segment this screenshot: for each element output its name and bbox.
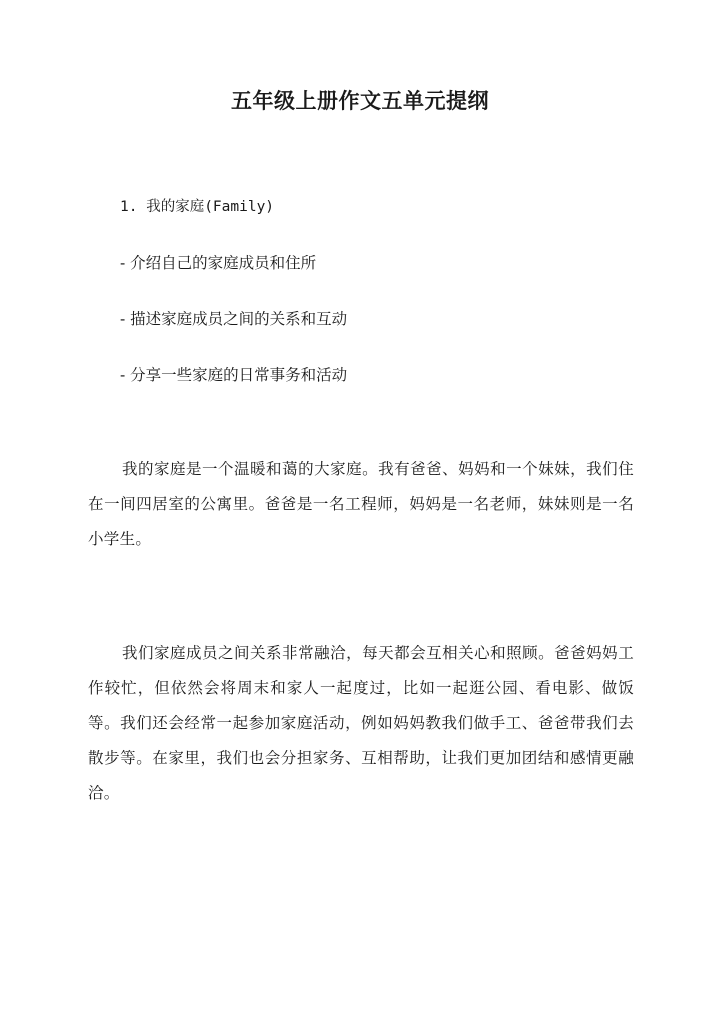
outline-heading: 1. 我的家庭(Family) <box>120 199 275 215</box>
outline-item: - 分享一些家庭的日常事务和活动 <box>120 366 348 384</box>
body-paragraph: 我们家庭成员之间关系非常融洽，每天都会互相关心和照顾。爸爸妈妈工作较忙，但依然会将周末和家人一起度过，比如一起逛公园、看电影、做饭等。我们还会经常一起参加家庭活动，例如妈妈教我们做手工、爸爸带我们去散步等。在家里，我们也会分担家务、互相帮助，让我们更加团结和感情更融洽。 <box>88 644 634 802</box>
outline-item: - 描述家庭成员之间的关系和互动 <box>120 310 348 328</box>
document-title: 五年级上册作文五单元提纲 <box>231 88 489 113</box>
body-paragraph: 我的家庭是一个温暖和蔼的大家庭。我有爸爸、妈妈和一个妹妹，我们住在一间四居室的公寓里。爸爸是一名工程师，妈妈是一名老师，妹妹则是一名小学生。 <box>88 460 634 548</box>
outline-item: - 介绍自己的家庭成员和住所 <box>120 254 317 272</box>
outline-list <box>120 193 640 417</box>
